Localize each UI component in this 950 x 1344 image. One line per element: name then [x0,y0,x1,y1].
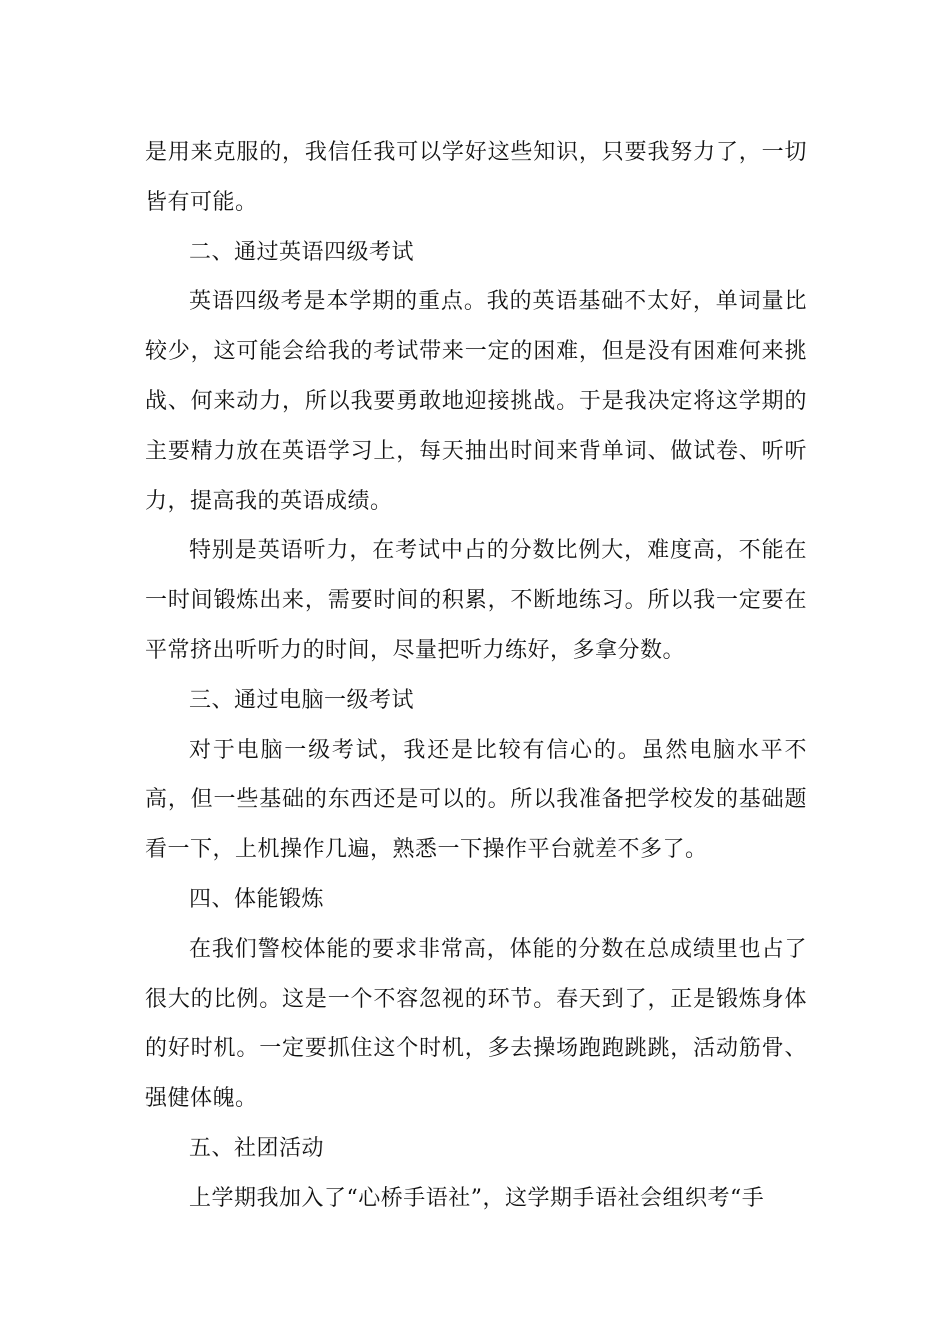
heading-english-cet4: 二、通过英语四级考试 [189,239,415,265]
heading-computer-exam: 三、通过电脑一级考试 [189,687,415,713]
paragraph-continuation: 是用来克服的，我信任我可以学好这些知识，只要我努力了，一切皆有可能。 [145,140,807,215]
paragraph-english-listening: 特别是英语听力，在考试中占的分数比例大，难度高，不能在一时间锻炼出来，需要时间的积累，不断地练习。所以我一定要在平常挤出听听力的时间，尽量把听力练好，多拿分数。 [145,538,807,663]
paragraph-club-activities: 上学期我加入了“心桥手语社”，这学期手语社会组织考“手 [189,1185,765,1211]
document-body [145,128,807,1224]
paragraph-computer-exam: 对于电脑一级考试，我还是比较有信心的。虽然电脑水平不高，但一些基础的东西还是可以的。所以我准备把学校发的基础题看一下，上机操作几遍，熟悉一下操作平台就差不多了。 [145,737,807,863]
paragraph-physical-training: 在我们警校体能的要求非常高，体能的分数在总成绩里也占了很大的比例。这是一个不容忽视的环节。春天到了，正是锻炼身体的好时机。一定要抓住这个时机，多去操场跑跑跳跳，活动筋骨、强健体魄。 [145,936,807,1112]
heading-club-activities: 五、社团活动 [189,1135,325,1161]
paragraph-english-cet4: 英语四级考是本学期的重点。我的英语基础不太好，单词量比较少，这可能会给我的考试带来一定的困难，但是没有困难何来挑战、何来动力，所以我要勇敢地迎接挑战。于是我决定将这学期的主要精力放在英语学习上，每天抽出时间来背单词、做试卷、听听力，提高我的英语成绩。 [145,289,807,514]
heading-physical-training: 四、体能锻炼 [189,886,325,912]
